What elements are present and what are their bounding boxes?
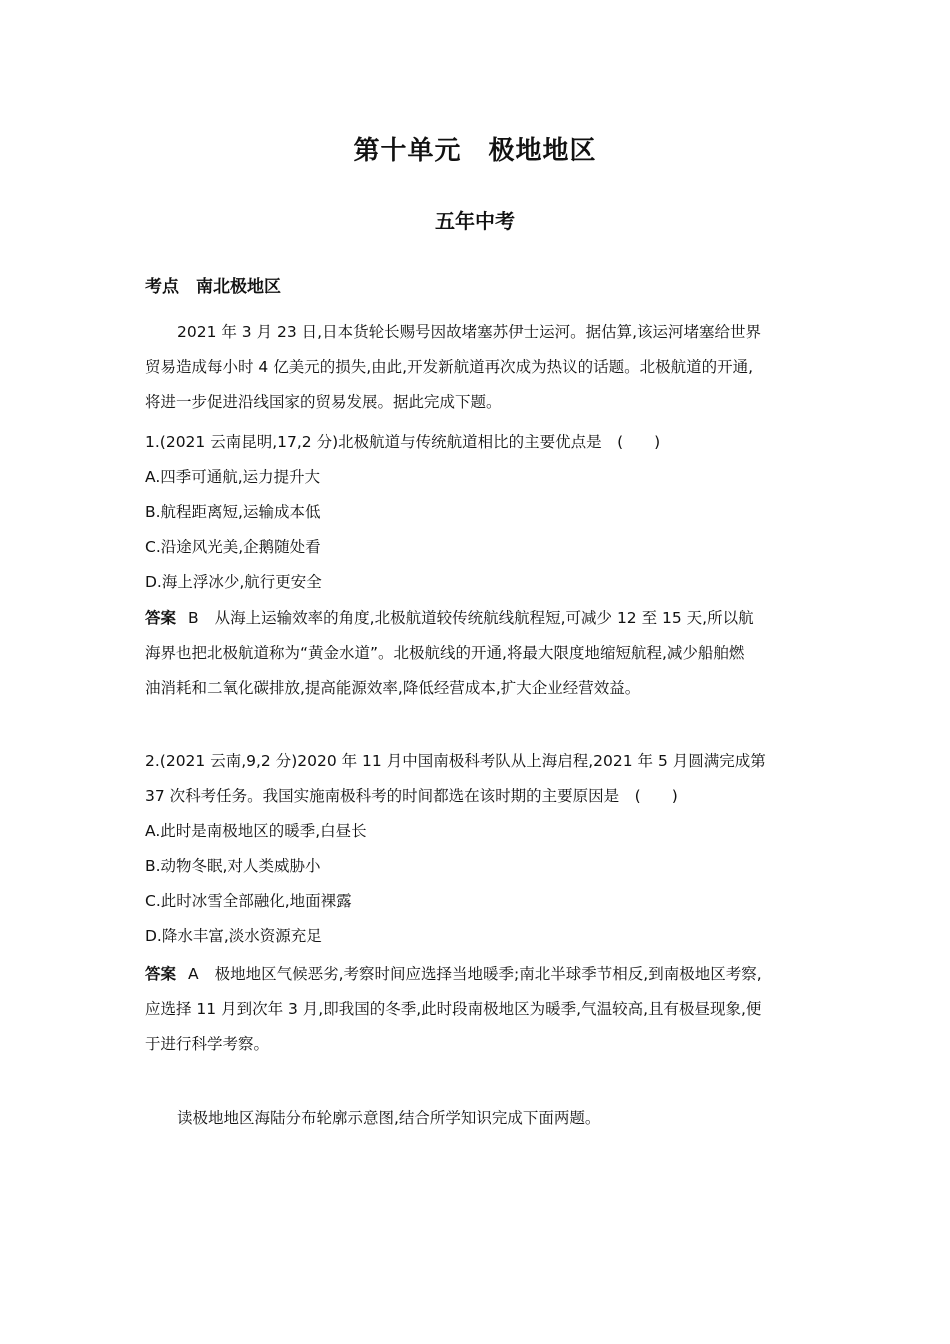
- answer-1: [145, 601, 810, 706]
- question-1: [145, 425, 810, 600]
- answer-2: [145, 957, 810, 1062]
- option-a: A.四季可通航,运力提升大: [145, 468, 321, 486]
- page-title: 第十单元 极地地区: [353, 136, 597, 166]
- option-c: C.此时冰雪全部融化,地面裸露: [145, 892, 352, 910]
- option-d: D.海上浮冰少,航行更安全: [145, 573, 322, 591]
- option-c: C.沿途风光美,企鹅随处看: [145, 538, 321, 556]
- passage-line: 读极地地区海陆分布轮廓示意图,结合所学知识完成下面两题。: [177, 1109, 601, 1127]
- answer-letter: B: [188, 609, 199, 627]
- question-2: [145, 744, 810, 954]
- option-b: B.动物冬眠,对人类威胁小: [145, 857, 321, 875]
- passage-line: 贸易造成每小时 4 亿美元的损失,由此,开发新航道再次成为热议的话题。北极航道的开通,: [145, 358, 753, 376]
- answer-letter: A: [188, 965, 199, 983]
- answer-label: 答案: [145, 965, 177, 983]
- question-stem: 2.(2021 云南,9,2 分)2020 年 11 月中国南极科考队从上海启程,2021 年 5 月圆满完成第: [145, 752, 766, 770]
- answer-first-line: [145, 957, 810, 992]
- answer-line: 海界也把北极航道称为“黄金水道”。北极航线的开通,将最大限度地缩短航程,减少船舶燃: [145, 644, 745, 662]
- section-heading: 考点 南北极地区: [145, 277, 281, 297]
- question-stem: 1.(2021 云南昆明,17,2 分)北极航道与传统航道相比的主要优点是 ( ): [145, 433, 661, 451]
- page-subtitle: 五年中考: [435, 209, 515, 233]
- option-b: B.航程距离短,运输成本低: [145, 503, 321, 521]
- passage-1: [145, 315, 810, 420]
- question-stem: 37 次科考任务。我国实施南极科考的时间都选在该时期的主要原因是 ( ): [145, 787, 678, 805]
- passage-2: [145, 1101, 810, 1136]
- answer-line: 于进行科学考察。: [145, 1035, 270, 1053]
- passage-line: 将进一步促进沿线国家的贸易发展。据此完成下题。: [145, 393, 502, 411]
- answer-text: 极地地区气候恶劣,考察时间应选择当地暖季;南北半球季节相反,到南极地区考察,: [214, 965, 762, 983]
- answer-line: 应选择 11 月到次年 3 月,即我国的冬季,此时段南极地区为暖季,气温较高,且有极昼现象,便: [145, 1000, 762, 1018]
- option-d: D.降水丰富,淡水资源充足: [145, 927, 322, 945]
- answer-line: 油消耗和二氧化碳排放,提高能源效率,降低经营成本,扩大企业经营效益。: [145, 679, 641, 697]
- passage-line: 2021 年 3 月 23 日,日本货轮长赐号因故堵塞苏伊士运河。据估算,该运河堵塞给世界: [177, 323, 762, 341]
- option-a: A.此时是南极地区的暖季,白昼长: [145, 822, 367, 840]
- answer-label: 答案: [145, 609, 177, 627]
- answer-first-line: [145, 601, 810, 636]
- answer-text: 从海上运输效率的角度,北极航道较传统航线航程短,可减少 12 至 15 天,所以航: [214, 609, 754, 627]
